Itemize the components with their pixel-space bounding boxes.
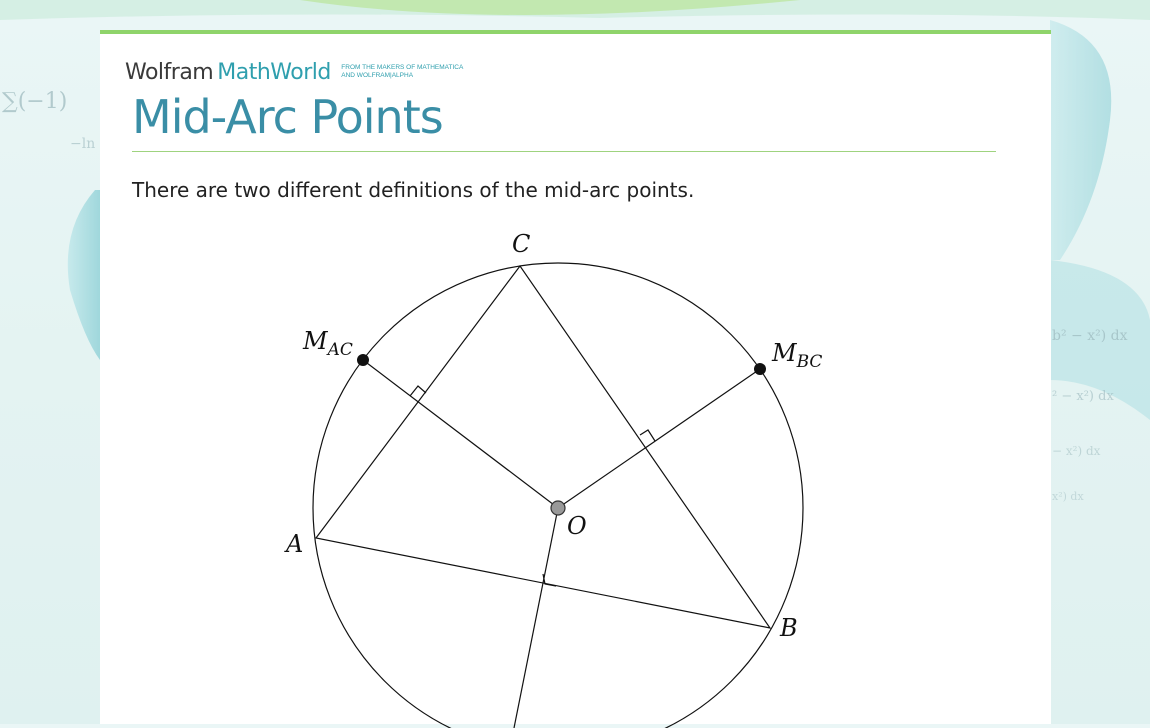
svg-text:∑(−1): ∑(−1) (2, 89, 68, 114)
label-mac (302, 327, 353, 360)
segment-o-mac (363, 360, 558, 508)
brand-mathworld: MathWorld (217, 60, 331, 85)
svg-text:x²) dx: x²) dx (1052, 490, 1084, 503)
tagline-line1: FROM THE MAKERS OF MATHEMATICA (341, 64, 464, 71)
triangle-abc (316, 266, 770, 628)
point-mac (357, 354, 369, 366)
label-mbc (771, 339, 822, 372)
label-mbc-main: M (772, 339, 797, 367)
mid-arc-figure (100, 34, 1051, 728)
svg-text:−ln: −ln (70, 136, 96, 152)
label-c: C (512, 230, 531, 258)
svg-text:b² − x²) dx: b² − x²) dx (1052, 328, 1128, 344)
label-b: B (780, 614, 798, 642)
brand-wolfram: Wolfram (125, 60, 214, 85)
intro-text: There are two different definitions of the mid-arc points. (132, 178, 695, 202)
circumcircle (313, 263, 803, 728)
label-mac-sub: AC (327, 340, 353, 360)
label-a: A (286, 530, 304, 558)
label-mbc-sub: BC (796, 352, 823, 372)
tagline-line2: AND WOLFRAM|ALPHA (341, 71, 414, 79)
label-mac-main: M (303, 327, 328, 355)
page-title: Mid-Arc Points (132, 90, 443, 144)
point-o (551, 501, 565, 515)
segment-o-bottom (514, 508, 558, 728)
point-mbc (754, 363, 766, 375)
segment-o-mbc (558, 369, 760, 508)
content-panel (100, 30, 1051, 724)
right-angle-mark-bc (640, 430, 655, 441)
svg-text:− x²) dx: − x²) dx (1052, 444, 1101, 458)
label-o: O (567, 512, 587, 540)
svg-text:² − x²) dx: ² − x²) dx (1052, 389, 1114, 404)
